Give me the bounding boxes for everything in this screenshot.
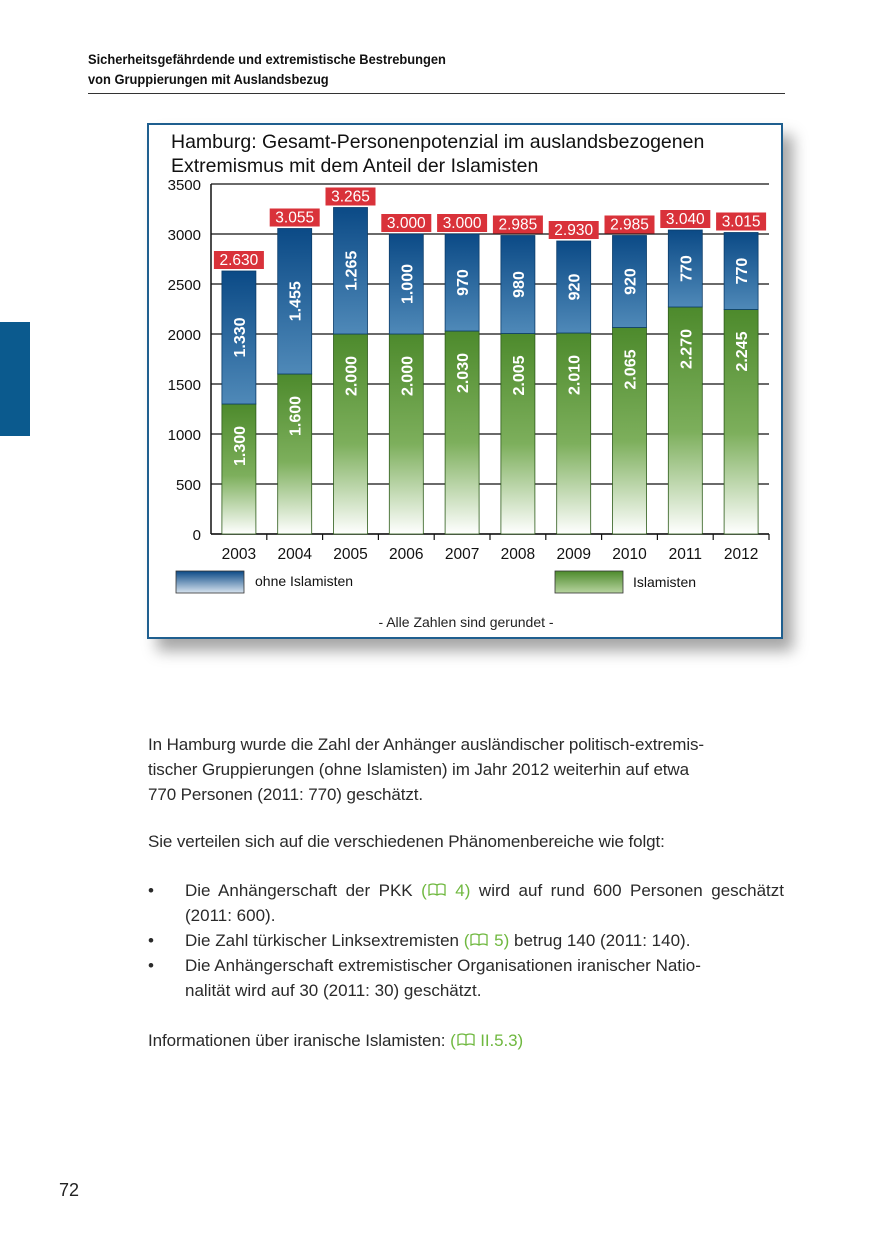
legend [176,571,696,593]
data-label-ohne-islamisten: 770 [678,255,696,282]
chart-footnote: - Alle Zahlen sind gerundet - [378,614,554,630]
running-header [88,49,785,89]
header-line-2: von Gruppierungen mit Auslandsbezug [88,71,329,87]
book-icon [469,933,489,947]
y-tick-label: 1500 [167,377,201,394]
y-tick-label: 3500 [167,177,201,194]
list-item: • Die Anhängerschaft extremistischer Organisationen iranischer Natio- nalität wird auf 30 (2011: 30) geschätzt. [148,953,784,1003]
x-tick-label: 2008 [500,546,536,563]
y-tick-label: 2000 [167,327,201,344]
legend-label-ohne-islamisten: ohne Islamisten [255,573,354,589]
paragraph-1 [148,732,784,807]
header-rule [88,93,785,94]
y-tick-label: 1000 [167,427,201,444]
list-item: • Die Anhängerschaft der PKK ( 4) wird auf rund 600 Personen geschätzt (2011: 600). [148,878,784,928]
page-number: 72 [59,1180,80,1200]
paragraph-1-line-1: In Hamburg wurde die Zahl der Anhänger ausländischer politisch-extremis- [148,735,704,754]
y-tick-label: 2500 [167,277,201,294]
cross-reference-link[interactable]: ( 5) [463,931,510,950]
paragraph-1-line-3: 770 Personen (2011: 770) geschätzt. [148,785,423,804]
cross-reference-link[interactable]: ( II.5.3) [450,1031,524,1050]
data-label-ohne-islamisten: 770 [734,257,752,285]
data-label-islamisten: 1.600 [287,395,305,437]
data-label-islamisten: 2.065 [622,349,640,390]
data-label-islamisten: 2.005 [510,355,528,396]
legend-swatch-ohne-islamisten [176,571,244,593]
data-label-ohne-islamisten: 980 [510,271,528,298]
chart-title-line-2: Extremismus mit dem Anteil der Islamisten [171,155,539,177]
bullet-dot: • [148,931,154,950]
bullet-dot: • [148,956,154,975]
x-tick-label: 2009 [556,546,591,563]
total-label: 3.040 [665,211,705,228]
x-tick-label: 2003 [221,546,257,563]
total-label: 3.055 [275,209,315,227]
stacked-bar-chart [149,125,781,637]
data-label-ohne-islamisten: 1.455 [287,281,305,322]
legend-swatch-islamisten [555,571,623,593]
book-icon [427,883,447,897]
x-tick-label: 2012 [723,546,759,563]
header-line-1: Sicherheitsgefährdende und extremistische Bestrebungen [88,51,446,67]
total-label: 2.630 [219,252,259,269]
data-label-islamisten: 2.000 [343,355,361,397]
x-tick-label: 2006 [389,546,424,563]
bullet-list [148,878,784,1003]
list-item: • Die Zahl türkischer Linksextremisten ( 5) betrug 140 (2011: 140). [148,928,784,953]
legend-label-islamisten: Islamisten [633,574,697,590]
total-label: 2.985 [498,216,538,234]
book-icon [456,1033,476,1047]
total-label: 3.000 [386,215,426,232]
data-label-islamisten: 2.000 [399,355,417,397]
total-label: 2.985 [610,216,649,234]
chapter-side-tab [0,322,30,436]
data-label-ohne-islamisten: 1.265 [343,250,361,291]
total-label: 3.015 [721,213,761,231]
x-tick-label: 2005 [333,546,368,563]
x-tick-label: 2010 [612,546,647,563]
y-tick-label: 3000 [167,227,201,244]
total-label: 3.265 [331,188,370,206]
total-label: 2.930 [554,222,594,239]
paragraph-2: Sie verteilen sich auf die verschiedenen Phänomenbereiche wie folgt: [148,832,665,851]
chart-title-line-1: Hamburg: Gesamt-Personenpotenzial im auslandsbezogenen [171,131,705,153]
y-tick-label: 0 [192,527,201,544]
plot-area [168,177,769,563]
data-label-ohne-islamisten: 920 [566,273,584,301]
bar-islamisten [222,404,256,534]
data-label-islamisten: 2.245 [734,331,752,372]
paragraph-1-line-2: tischer Gruppierungen (ohne Islamisten) im Jahr 2012 weiterhin auf etwa [148,760,689,779]
chart-frame [147,123,783,639]
data-label-ohne-islamisten: 1.000 [399,263,417,305]
data-label-ohne-islamisten: 970 [455,269,473,296]
info-paragraph: Informationen über iranische Islamisten: ( II.5.3) [148,1031,524,1050]
data-label-islamisten: 2.270 [678,328,696,370]
cross-reference-link[interactable]: ( 4) [421,881,471,900]
data-label-islamisten: 2.030 [455,352,473,394]
y-tick-label: 500 [175,477,201,494]
data-label-islamisten: 1.300 [231,425,249,467]
x-tick-label: 2004 [277,546,312,563]
data-label-islamisten: 2.010 [566,354,584,396]
data-label-ohne-islamisten: 920 [622,268,640,295]
x-tick-label: 2007 [444,546,480,563]
bullet-dot: • [148,881,154,900]
data-label-ohne-islamisten: 1.330 [231,317,249,358]
total-label: 3.000 [442,215,482,232]
x-tick-label: 2011 [668,546,702,563]
